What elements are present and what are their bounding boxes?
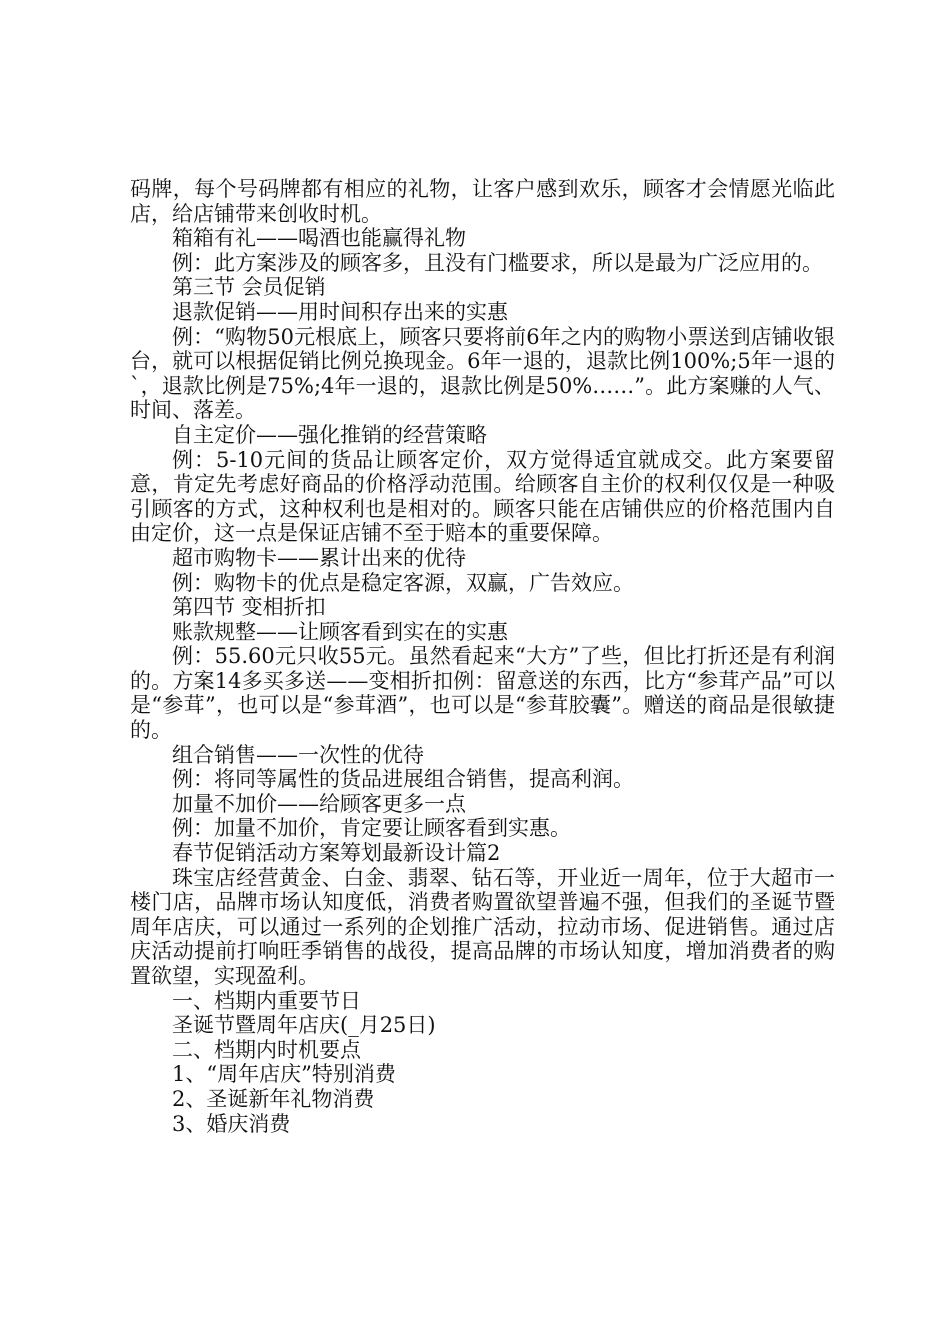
paragraph: 例：此方案涉及的顾客多，且没有门槛要求，所以是最为广泛应用的。 xyxy=(172,250,823,275)
document-body xyxy=(130,177,835,1136)
list-item: 3、婚庆消费 xyxy=(172,1111,291,1136)
paragraph: 例：购物卡的优点是稳定客源，双赢，广告效应。 xyxy=(172,570,634,595)
paragraph: 箱箱有礼——喝酒也能赢得礼物 xyxy=(172,226,466,251)
section-heading: 第三节 会员促销 xyxy=(172,275,326,300)
paragraph: 退款促销——用时间积存出来的实惠 xyxy=(172,299,508,324)
section-heading: 二、档期内时机要点 xyxy=(172,1037,361,1062)
paragraph: 自主定价——强化推销的经营策略 xyxy=(172,422,487,447)
paragraph: 例：“购物50元根底上，顾客只要将前6年之内的购物小票送到店铺收银台，就可以根据促销比例兑换现金。6年一退的，退款比例100%;5年一退的`，退款比例是75%;4年一退的，退款比例是50%……”。此方案赚的人气、时间、落差。 xyxy=(130,324,835,423)
article-title: 春节促销活动方案筹划最新设计篇2 xyxy=(172,841,501,866)
paragraph: 例：55.60元只收55元。虽然看起来“大方”了些，但比打折还是有利润的。方案14多买多送——变相折扣例：留意送的东西，比方“参茸产品”可以是“参茸”，也可以是“参茸酒”，也可以是“参茸胶囊”。赠送的商品是很敏捷的。 xyxy=(130,644,835,743)
paragraph: 加量不加价——给顾客更多一点 xyxy=(172,791,466,816)
paragraph: 例：加量不加价，肯定要让顾客看到实惠。 xyxy=(172,816,571,841)
paragraph: 例：将同等属性的货品进展组合销售，提高利润。 xyxy=(172,767,634,792)
paragraph: 码牌，每个号码牌都有相应的礼物，让客户感到欢乐，顾客才会情愿光临此店，给店铺带来创收时机。 xyxy=(130,177,835,226)
paragraph: 超市购物卡——累计出来的优待 xyxy=(172,545,466,570)
list-item: 2、圣诞新年礼物消费 xyxy=(172,1086,375,1111)
paragraph: 圣诞节暨周年店庆(_月25日) xyxy=(172,1013,436,1038)
paragraph: 珠宝店经营黄金、白金、翡翠、钻石等，开业近一周年，位于大超市一楼门店，品牌市场认知度低，消费者购置欲望普遍不强，但我们的圣诞节暨周年店庆，可以通过一系列的企划推广活动，拉动市场、促进销售。通过店庆活动提前打响旺季销售的战役，提高品牌的市场认知度，增加消费者的购置欲望，实现盈利。 xyxy=(130,865,835,988)
paragraph: 例：5-10元间的货品让顾客定价，双方觉得适宜就成交。此方案要留意，肯定先考虑好商品的价格浮动范围。给顾客自主价的权利仅仅是一种吸引顾客的方式，这种权利也是相对的。顾客只能在店铺供应的价格范围内自由定价，这一点是保证店铺不至于赔本的重要保障。 xyxy=(130,447,835,546)
paragraph: 组合销售——一次性的优待 xyxy=(172,742,424,767)
list-item: 1、“周年店庆”特别消费 xyxy=(172,1062,396,1087)
section-heading: 第四节 变相折扣 xyxy=(172,595,326,620)
section-heading: 一、档期内重要节日 xyxy=(172,988,361,1013)
paragraph: 账款规整——让顾客看到实在的实惠 xyxy=(172,619,508,644)
